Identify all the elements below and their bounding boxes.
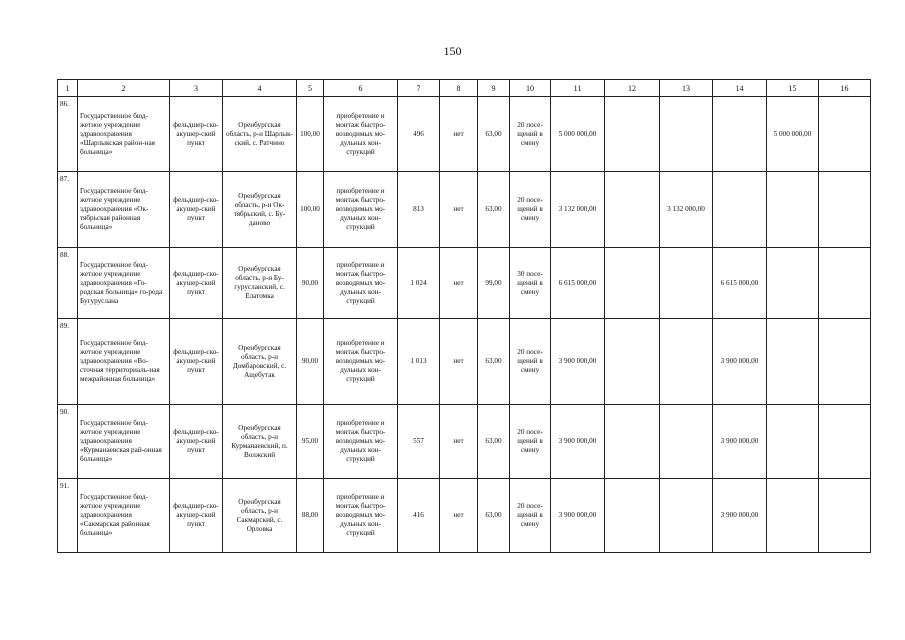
row-number: 88. <box>58 248 78 319</box>
col8-value-cell: нет <box>440 405 478 479</box>
col5-value-cell: 100,00 <box>297 172 324 248</box>
column-header-3: 3 <box>170 80 223 97</box>
institution-cell: Государственное бюд-жетное учреждение здравоохранения «Во-сточная территориаль-ная межрайонная больница» <box>78 318 170 404</box>
col13-value-cell <box>660 97 713 172</box>
action-cell: приобретение и монтаж быстро-возводимых мо-дульных кон-струкций <box>324 405 398 479</box>
col13-value-cell <box>660 479 713 553</box>
col12-value-cell <box>605 318 660 404</box>
col8-value-cell: нет <box>440 97 478 172</box>
col5-value-cell: 95,00 <box>297 405 324 479</box>
institution-cell: Государственное бюд-жетное учреждение здравоохранения «Сакмарская районная больница» <box>78 479 170 553</box>
col14-value-cell: 3 900 000,00 <box>713 318 767 404</box>
header-row <box>58 80 871 97</box>
column-header-13: 13 <box>660 80 713 97</box>
col14-value-cell <box>713 172 767 248</box>
col15-value-cell: 5 000 000,00 <box>767 97 819 172</box>
facilities-table <box>57 79 871 553</box>
col11-value-cell: 3 900 000,00 <box>551 479 605 553</box>
column-header-8: 8 <box>440 80 478 97</box>
col16-value-cell <box>819 248 871 319</box>
col8-value-cell: нет <box>440 248 478 319</box>
col14-value-cell <box>713 97 767 172</box>
col9-value-cell: 63,00 <box>478 479 510 553</box>
col7-value-cell: 496 <box>398 97 440 172</box>
col16-value-cell <box>819 318 871 404</box>
column-header-5: 5 <box>297 80 324 97</box>
column-header-16: 16 <box>819 80 871 97</box>
capacity-cell: 30 посе-щений в смену <box>510 248 551 319</box>
col13-value-cell <box>660 318 713 404</box>
col8-value-cell: нет <box>440 479 478 553</box>
action-cell: приобретение и монтаж быстро-возводимых мо-дульных кон-струкций <box>324 172 398 248</box>
col12-value-cell <box>605 405 660 479</box>
col8-value-cell: нет <box>440 172 478 248</box>
col11-value-cell: 3 900 000,00 <box>551 405 605 479</box>
col5-value-cell: 100,00 <box>297 97 324 172</box>
location-cell: Оренбургская область, р-н Сакмарский, с. Орловка <box>223 479 297 553</box>
facility-type-cell: фельдшер-ско-акушер-ский пункт <box>170 405 223 479</box>
capacity-cell: 20 посе-щений в смену <box>510 318 551 404</box>
table-row <box>58 248 871 319</box>
table-row <box>58 172 871 248</box>
column-header-11: 11 <box>551 80 605 97</box>
facility-type-cell: фельдшер-ско-акушер-ский пункт <box>170 479 223 553</box>
col12-value-cell <box>605 97 660 172</box>
action-cell: приобретение и монтаж быстро-возводимых мо-дульных кон-струкций <box>324 97 398 172</box>
column-header-10: 10 <box>510 80 551 97</box>
col15-value-cell <box>767 318 819 404</box>
col13-value-cell <box>660 405 713 479</box>
col15-value-cell <box>767 405 819 479</box>
col15-value-cell <box>767 479 819 553</box>
col15-value-cell <box>767 248 819 319</box>
column-header-14: 14 <box>713 80 767 97</box>
row-number: 91. <box>58 479 78 553</box>
col9-value-cell: 63,00 <box>478 172 510 248</box>
col7-value-cell: 1 013 <box>398 318 440 404</box>
column-header-7: 7 <box>398 80 440 97</box>
action-cell: приобретение и монтаж быстро-возводимых мо-дульных кон-струкций <box>324 318 398 404</box>
row-number: 87. <box>58 172 78 248</box>
capacity-cell: 20 посе-щений в смену <box>510 479 551 553</box>
capacity-cell: 20 посе-щений в смену <box>510 172 551 248</box>
col11-value-cell: 5 000 000,00 <box>551 97 605 172</box>
col12-value-cell <box>605 248 660 319</box>
location-cell: Оренбургская область, р-н Бу-гурусланский, с. Елатомка <box>223 248 297 319</box>
facility-type-cell: фельдшер-ско-акушер-ский пункт <box>170 318 223 404</box>
col12-value-cell <box>605 479 660 553</box>
facility-type-cell: фельдшер-ско-акушер-ский пункт <box>170 248 223 319</box>
location-cell: Оренбургская область, р-н Ок-тябрьский, с. Бу-даново <box>223 172 297 248</box>
location-cell: Оренбургская область, р-н Курманаевский, п. Волжский <box>223 405 297 479</box>
col16-value-cell <box>819 97 871 172</box>
institution-cell: Государственное бюд-жетное учреждение здравоохранения «Го-родская больница» го-рода Бугуруслана <box>78 248 170 319</box>
column-header-12: 12 <box>605 80 660 97</box>
column-header-6: 6 <box>324 80 398 97</box>
col11-value-cell: 6 615 000,00 <box>551 248 605 319</box>
capacity-cell: 20 посе-щений в смену <box>510 405 551 479</box>
col16-value-cell <box>819 479 871 553</box>
col14-value-cell: 6 615 000,00 <box>713 248 767 319</box>
table-row <box>58 479 871 553</box>
location-cell: Оренбургская область, р-н Шарлык-ский, с. Ратчино <box>223 97 297 172</box>
action-cell: приобретение и монтаж быстро-возводимых мо-дульных кон-струкций <box>324 479 398 553</box>
capacity-cell: 20 посе-щений в смену <box>510 97 551 172</box>
col15-value-cell <box>767 172 819 248</box>
col14-value-cell: 3 900 000,00 <box>713 479 767 553</box>
column-header-1: 1 <box>58 80 78 97</box>
column-header-2: 2 <box>78 80 170 97</box>
column-header-15: 15 <box>767 80 819 97</box>
col7-value-cell: 813 <box>398 172 440 248</box>
col11-value-cell: 3 132 000,00 <box>551 172 605 248</box>
col7-value-cell: 557 <box>398 405 440 479</box>
col12-value-cell <box>605 172 660 248</box>
col5-value-cell: 90,00 <box>297 318 324 404</box>
column-header-9: 9 <box>478 80 510 97</box>
facility-type-cell: фельдшер-ско-акушер-ский пункт <box>170 172 223 248</box>
row-number: 90. <box>58 405 78 479</box>
facility-type-cell: фельдшер-ско-акушер-ский пункт <box>170 97 223 172</box>
table-body <box>58 80 871 553</box>
col13-value-cell <box>660 248 713 319</box>
col11-value-cell: 3 900 000,00 <box>551 318 605 404</box>
col16-value-cell <box>819 172 871 248</box>
page-number: 150 <box>443 44 462 58</box>
action-cell: приобретение и монтаж быстро-возводимых мо-дульных кон-струкций <box>324 248 398 319</box>
col5-value-cell: 90,00 <box>297 248 324 319</box>
col9-value-cell: 63,00 <box>478 97 510 172</box>
row-number: 86. <box>58 97 78 172</box>
institution-cell: Государственное бюд-жетное учреждение здравоохранения «Курманаевская рай-онная больница» <box>78 405 170 479</box>
col9-value-cell: 63,00 <box>478 405 510 479</box>
table-row <box>58 97 871 172</box>
table-row <box>58 405 871 479</box>
institution-cell: Государственное бюд-жетное учреждение здравоохранения «Шарлыкская район-ная больница» <box>78 97 170 172</box>
table-row <box>58 318 871 404</box>
column-header-4: 4 <box>223 80 297 97</box>
col9-value-cell: 99,00 <box>478 248 510 319</box>
col7-value-cell: 1 024 <box>398 248 440 319</box>
row-number: 89. <box>58 318 78 404</box>
institution-cell: Государственное бюд-жетное учреждение здравоохранения «Ок-тябрьская районная больница» <box>78 172 170 248</box>
col13-value-cell: 3 132 000,00 <box>660 172 713 248</box>
col16-value-cell <box>819 405 871 479</box>
col7-value-cell: 416 <box>398 479 440 553</box>
col5-value-cell: 88,00 <box>297 479 324 553</box>
col14-value-cell: 3 900 000,00 <box>713 405 767 479</box>
location-cell: Оренбургская область, р-н Домбаровский, с. Ащебутак <box>223 318 297 404</box>
col8-value-cell: нет <box>440 318 478 404</box>
col9-value-cell: 63,00 <box>478 318 510 404</box>
